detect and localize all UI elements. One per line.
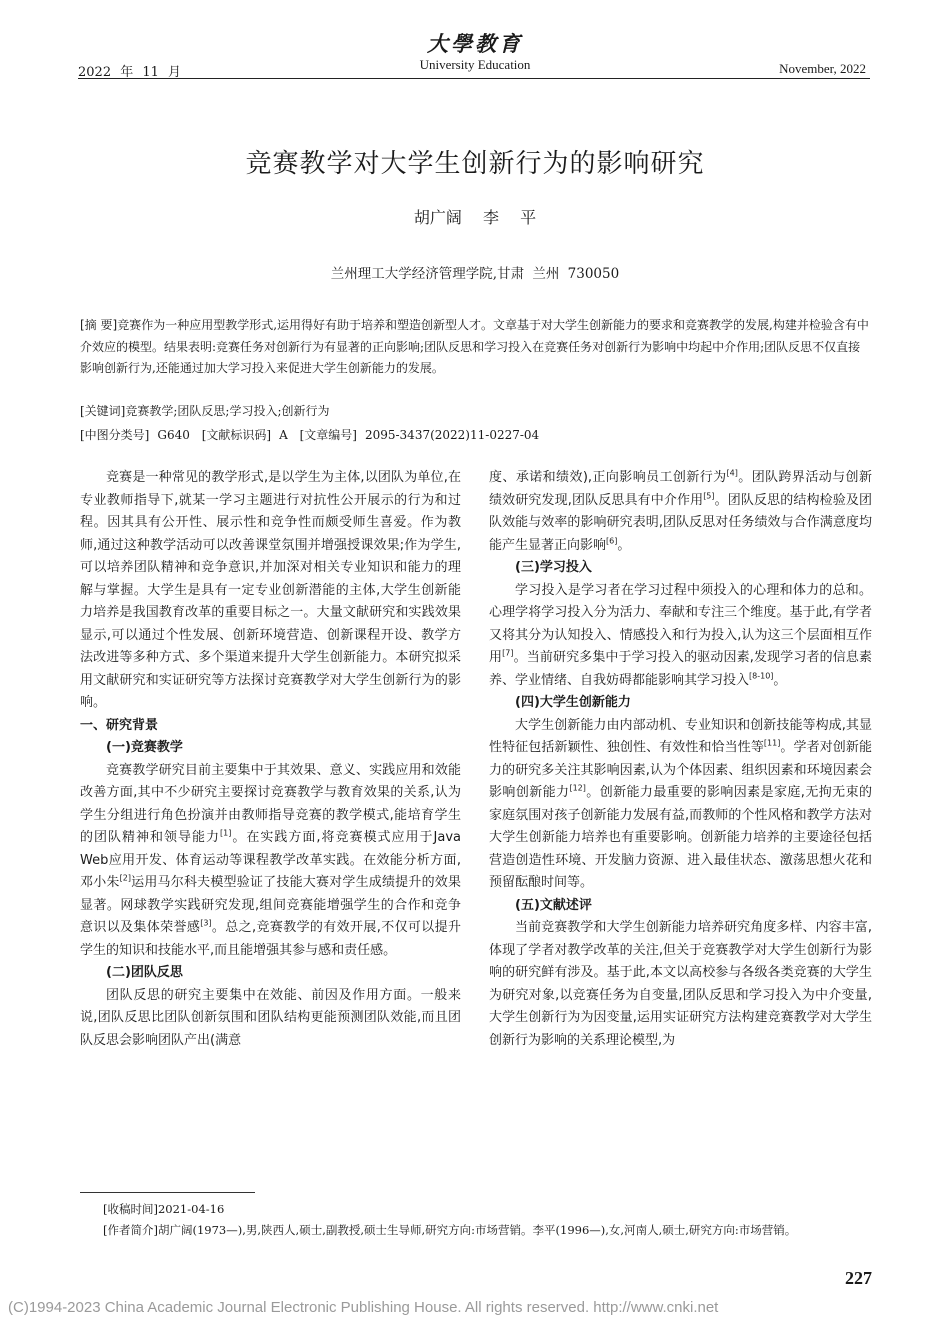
body-paragraph: 学习投入是学习者在学习过程中须投入的心理和体力的总和。心理学将学习投入分为活力、奉献和专注三个维度。基于此,有学者又将其分为认知投入、情感投入和行为投入,认为这三个层面相互作用[7]。当前研究多集中于学习投入的驱动因素,发现学习者的信息素养、学业情绪、自我妨碍都能影响其学习投入[8-10]。	[489, 582, 872, 688]
subsection-heading: (五)文献述评	[515, 897, 592, 913]
article-no-label: [文章编号]	[299, 428, 357, 442]
section-heading: 一、研究背景	[80, 717, 159, 733]
body-paragraph: 度、承诺和绩效),正向影响员工创新行为[4]。团队跨界活动与创新绩效研究发现,团队反思具有中介作用[5]。团队反思的结构检验及团队效能与效率的影响研究表明,团队反思对任务绩效与合作满意度均能产生显著正向影响[6]。	[489, 468, 872, 553]
keywords-label: [关键词]	[80, 404, 126, 418]
subsection-heading: (三)学习投入	[515, 560, 592, 575]
journal-name: University Education	[419, 57, 531, 72]
citation: [8-10]	[749, 671, 774, 681]
doc-code-value: A	[279, 428, 288, 442]
clc-label: [中图分类号]	[80, 428, 150, 442]
citation: [6]	[606, 536, 618, 546]
citation: [11]	[763, 738, 781, 748]
classification	[80, 425, 870, 446]
citation: [3]	[200, 918, 212, 928]
citation: [1]	[220, 828, 232, 838]
body-paragraph: 竞赛教学研究目前主要集中于其效果、意义、实践应用和效能改善方面,其中不少研究主要探讨竞赛教学与教育效果的关系,认为学生分组进行角色扮演并由教师指导竞赛的教学模式,能培育学生的团队精神和领导能力[1]。在实践方面,将竞赛模式应用于Java Web应用开发、体育运动等课程教学改革实践。在效能分析方面,邓小朱[2]运用马尔科夫模型验证了技能大赛对学生成绩提升的效果显著。网球教学实践研究发现,组间竞赛能增强学生的合作和竞争意识以及集体荣誉感[3]。总之,竞赛教学的有效开展,不仅可以提升学生的知识和技能水平,而且能增强其参与感和责任感。	[80, 762, 461, 958]
paper-title: 竞赛教学对大学生创新行为的影响研究	[245, 149, 705, 179]
header-rule	[78, 78, 870, 79]
article-no-value: 2095-3437(2022)11-0227-04	[364, 428, 540, 442]
body-right-column	[489, 467, 872, 1052]
authors: 胡广阔 李 平	[413, 208, 537, 227]
subsection-heading: (二)团队反思	[106, 965, 183, 980]
body-paragraph: 团队反思的研究主要集中在效能、前因及作用方面。一般来说,团队反思比团队创新氛围和团队结构更能预测团队效能,而且团队反思会影响团队产出(满意	[80, 987, 461, 1048]
keywords	[80, 401, 870, 422]
citation: [4]	[726, 468, 738, 478]
affiliation: 兰州理工大学经济管理学院,甘肃 兰州 730050	[330, 266, 620, 282]
footnote-author-bio: [作者简介]胡广阔(1973—),男,陕西人,硕士,副教授,硕士生导师,研究方向:市场营销。李平(1996—),女,河南人,硕士,研究方向:市场营销。	[103, 1223, 797, 1237]
body-paragraph: 当前竞赛教学和大学生创新能力培养研究角度多样、内容丰富,体现了学者对教学改革的关注,但关于竞赛教学对大学生创新行为影响的研究鲜有涉及。基于此,本文以高校参与各级各类竞赛的大学生为研究对象,以竞赛任务为自变量,团队反思和学习投入为中介变量,大学生创新行为为因变量,运用实证研究方法构建竞赛教学对大学生创新行为影响的关系理论模型,为	[489, 920, 872, 1048]
citation: [5]	[703, 491, 715, 501]
abstract	[80, 315, 870, 380]
citation: [7]	[502, 648, 514, 658]
page-number: 227	[845, 1268, 872, 1288]
copyright-notice: (C)1994-2023 China Academic Journal Electronic Publishing House. All rights reserved. http://www.cnki.net	[8, 1299, 719, 1316]
issue-date-en: November, 2022	[779, 61, 866, 76]
citation: [12]	[569, 783, 586, 793]
footnote-received: [收稿时间]2021-04-16	[103, 1202, 225, 1216]
keywords-text: 竞赛教学;团队反思;学习投入;创新行为	[125, 404, 330, 418]
issue-date-cn: 2022 年 11 月	[78, 65, 182, 80]
body-paragraph: 大学生创新能力由内部动机、专业知识和创新技能等构成,其显性特征包括新颖性、独创性、有效性和恰当性等[11]。学者对创新能力的研究多关注其影响因素,认为个体因素、组织因素和环境因素会影响创新能力[12]。创新能力最重要的影响因素是家庭,无拘无束的家庭氛围对孩子创新能力发展有益,而教师的个性风格和教学方法对大学生创新能力培养也有重要影响。创新能力培养的主要途径包括营造创造性环境、开发脑力资源、进入最佳状态、激荡思想火花和预留酝酿时间等。	[489, 717, 872, 890]
subsection-heading: (四)大学生创新能力	[515, 695, 631, 710]
citation: [2]	[119, 873, 131, 883]
clc-value: G640	[157, 428, 190, 442]
subsection-heading: (一)竞赛教学	[106, 740, 183, 755]
journal-logo: 大學教育	[427, 31, 523, 56]
footnote-rule	[80, 1192, 255, 1193]
abstract-label: [摘 要]	[80, 318, 118, 332]
abstract-text: 竞赛作为一种应用型教学形式,运用得好有助于培养和塑造创新型人才。文章基于对大学生创新能力的要求和竞赛教学的发展,构建并检验含有中介效应的模型。结果表明:竞赛任务对创新行为有显著的正向影响;团队反思和学习投入在竞赛任务对创新行为影响中均起中介作用;团队反思不仅直接影响创新行为,还能通过加大学习投入来促进大学生创新能力的发展。	[80, 318, 869, 375]
body-left-column	[80, 467, 461, 1052]
doc-code-label: [文献标识码]	[201, 428, 272, 442]
intro-paragraph: 竞赛是一种常见的教学形式,是以学生为主体,以团队为单位,在专业教师指导下,就某一学习主题进行对抗性公开展示的行为和过程。因其具有公开性、展示性和竞争性而颇受师生喜爱。作为教师,通过这种教学活动可以改善课堂氛围并增强授课效果;作为学生,可以培养团队精神和竞争意识,并加深对相关专业知识和能力的理解与掌握。大学生是具有一定专业创新潜能的主体,大学生创新能力培养是我国教育改革的重要目标之一。大量文献研究和实践效果显示,可以通过个性发展、创新环境营造、创新课程开设、教学方法改进等多种方式、多个渠道来提升大学生创新能力。本研究拟采用文献研究和实证研究等方法探讨竞赛教学对大学生创新行为的影响。	[80, 470, 461, 710]
